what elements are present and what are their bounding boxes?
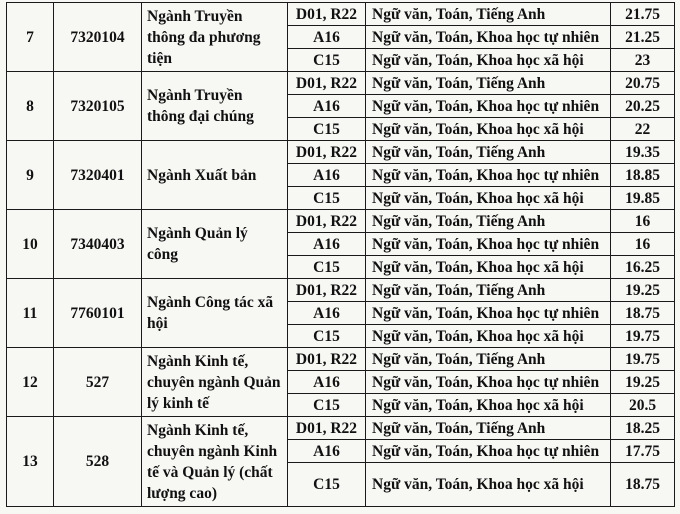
- cutoff-score: 18.85: [611, 164, 675, 187]
- cutoff-score: 16.25: [611, 256, 675, 279]
- table-row: [7, 141, 675, 164]
- subject-list: Ngữ văn, Toán, Khoa học xã hội: [366, 118, 611, 141]
- major-code: 528: [54, 417, 142, 507]
- major-code: 7340403: [54, 210, 142, 279]
- cutoff-score: 21.75: [611, 3, 675, 26]
- subject-list: Ngữ văn, Toán, Tiếng Anh: [366, 141, 611, 164]
- subject-list: Ngữ văn, Toán, Tiếng Anh: [366, 72, 611, 95]
- table-row: [7, 279, 675, 302]
- cutoff-score: 17.75: [611, 440, 675, 463]
- subject-list: Ngữ văn, Toán, Khoa học tự nhiên: [366, 95, 611, 118]
- cutoff-score: 18.75: [611, 302, 675, 325]
- major-name: Ngành Công tác xã hội: [142, 279, 288, 348]
- subject-combination-code: C15: [288, 256, 366, 279]
- subject-list: Ngữ văn, Toán, Khoa học xã hội: [366, 187, 611, 210]
- admission-scores-table: [6, 2, 675, 507]
- subject-list: Ngữ văn, Toán, Khoa học tự nhiên: [366, 164, 611, 187]
- major-code: 7320105: [54, 72, 142, 141]
- cutoff-score: 18.25: [611, 417, 675, 440]
- table-row: [7, 210, 675, 233]
- row-number: 13: [7, 417, 54, 507]
- subject-list: Ngữ văn, Toán, Khoa học xã hội: [366, 325, 611, 348]
- row-number: 12: [7, 348, 54, 417]
- cutoff-score: 19.25: [611, 279, 675, 302]
- subject-combination-code: D01, R22: [288, 348, 366, 371]
- subject-list: Ngữ văn, Toán, Khoa học xã hội: [366, 394, 611, 417]
- subject-combination-code: D01, R22: [288, 210, 366, 233]
- table-row: [7, 3, 675, 26]
- cutoff-score: 19.75: [611, 325, 675, 348]
- subject-list: Ngữ văn, Toán, Khoa học tự nhiên: [366, 233, 611, 256]
- cutoff-score: 19.85: [611, 187, 675, 210]
- major-name: Ngành Quản lý công: [142, 210, 288, 279]
- subject-list: Ngữ văn, Toán, Khoa học xã hội: [366, 49, 611, 72]
- subject-list: Ngữ văn, Toán, Khoa học tự nhiên: [366, 371, 611, 394]
- cutoff-score: 20.5: [611, 394, 675, 417]
- major-name: Ngành Kinh tế, chuyên ngành Quản lý kinh tế: [142, 348, 288, 417]
- cutoff-score: 19.35: [611, 141, 675, 164]
- major-code: 7760101: [54, 279, 142, 348]
- subject-combination-code: D01, R22: [288, 72, 366, 95]
- row-number: 10: [7, 210, 54, 279]
- major-name: Ngành Kinh tế, chuyên ngành Kinh tế và Quản lý (chất lượng cao): [142, 417, 288, 507]
- subject-combination-code: C15: [288, 325, 366, 348]
- subject-list: Ngữ văn, Toán, Tiếng Anh: [366, 348, 611, 371]
- cutoff-score: 21.25: [611, 26, 675, 49]
- subject-combination-code: A16: [288, 371, 366, 394]
- subject-combination-code: C15: [288, 49, 366, 72]
- major-name: Ngành Xuất bản: [142, 141, 288, 210]
- cutoff-score: 18.75: [611, 463, 675, 507]
- subject-combination-code: D01, R22: [288, 279, 366, 302]
- subject-combination-code: A16: [288, 95, 366, 118]
- table-row: [7, 348, 675, 371]
- row-number: 8: [7, 72, 54, 141]
- subject-list: Ngữ văn, Toán, Tiếng Anh: [366, 3, 611, 26]
- major-name: Ngành Truyền thông đại chúng: [142, 72, 288, 141]
- table-row: [7, 72, 675, 95]
- table-body: [7, 3, 675, 507]
- row-number: 7: [7, 3, 54, 72]
- major-code: 527: [54, 348, 142, 417]
- row-number: 11: [7, 279, 54, 348]
- cutoff-score: 23: [611, 49, 675, 72]
- subject-combination-code: A16: [288, 233, 366, 256]
- subject-list: Ngữ văn, Toán, Khoa học xã hội: [366, 463, 611, 507]
- subject-combination-code: A16: [288, 164, 366, 187]
- subject-list: Ngữ văn, Toán, Khoa học tự nhiên: [366, 440, 611, 463]
- subject-list: Ngữ văn, Toán, Khoa học tự nhiên: [366, 302, 611, 325]
- row-number: 9: [7, 141, 54, 210]
- subject-combination-code: D01, R22: [288, 141, 366, 164]
- cutoff-score: 16: [611, 233, 675, 256]
- major-name: Ngành Truyền thông đa phương tiện: [142, 3, 288, 72]
- subject-list: Ngữ văn, Toán, Tiếng Anh: [366, 210, 611, 233]
- major-code: 7320401: [54, 141, 142, 210]
- subject-combination-code: D01, R22: [288, 417, 366, 440]
- cutoff-score: 16: [611, 210, 675, 233]
- subject-combination-code: A16: [288, 302, 366, 325]
- cutoff-score: 20.25: [611, 95, 675, 118]
- subject-combination-code: D01, R22: [288, 3, 366, 26]
- subject-combination-code: A16: [288, 440, 366, 463]
- subject-combination-code: C15: [288, 118, 366, 141]
- subject-combination-code: C15: [288, 394, 366, 417]
- major-code: 7320104: [54, 3, 142, 72]
- subject-combination-code: C15: [288, 187, 366, 210]
- cutoff-score: 19.25: [611, 371, 675, 394]
- subject-combination-code: A16: [288, 26, 366, 49]
- subject-list: Ngữ văn, Toán, Khoa học tự nhiên: [366, 26, 611, 49]
- cutoff-score: 22: [611, 118, 675, 141]
- cutoff-score: 20.75: [611, 72, 675, 95]
- subject-list: Ngữ văn, Toán, Tiếng Anh: [366, 279, 611, 302]
- subject-list: Ngữ văn, Toán, Khoa học xã hội: [366, 256, 611, 279]
- cutoff-score: 19.75: [611, 348, 675, 371]
- subject-list: Ngữ văn, Toán, Tiếng Anh: [366, 417, 611, 440]
- table-row: [7, 417, 675, 440]
- subject-combination-code: C15: [288, 463, 366, 507]
